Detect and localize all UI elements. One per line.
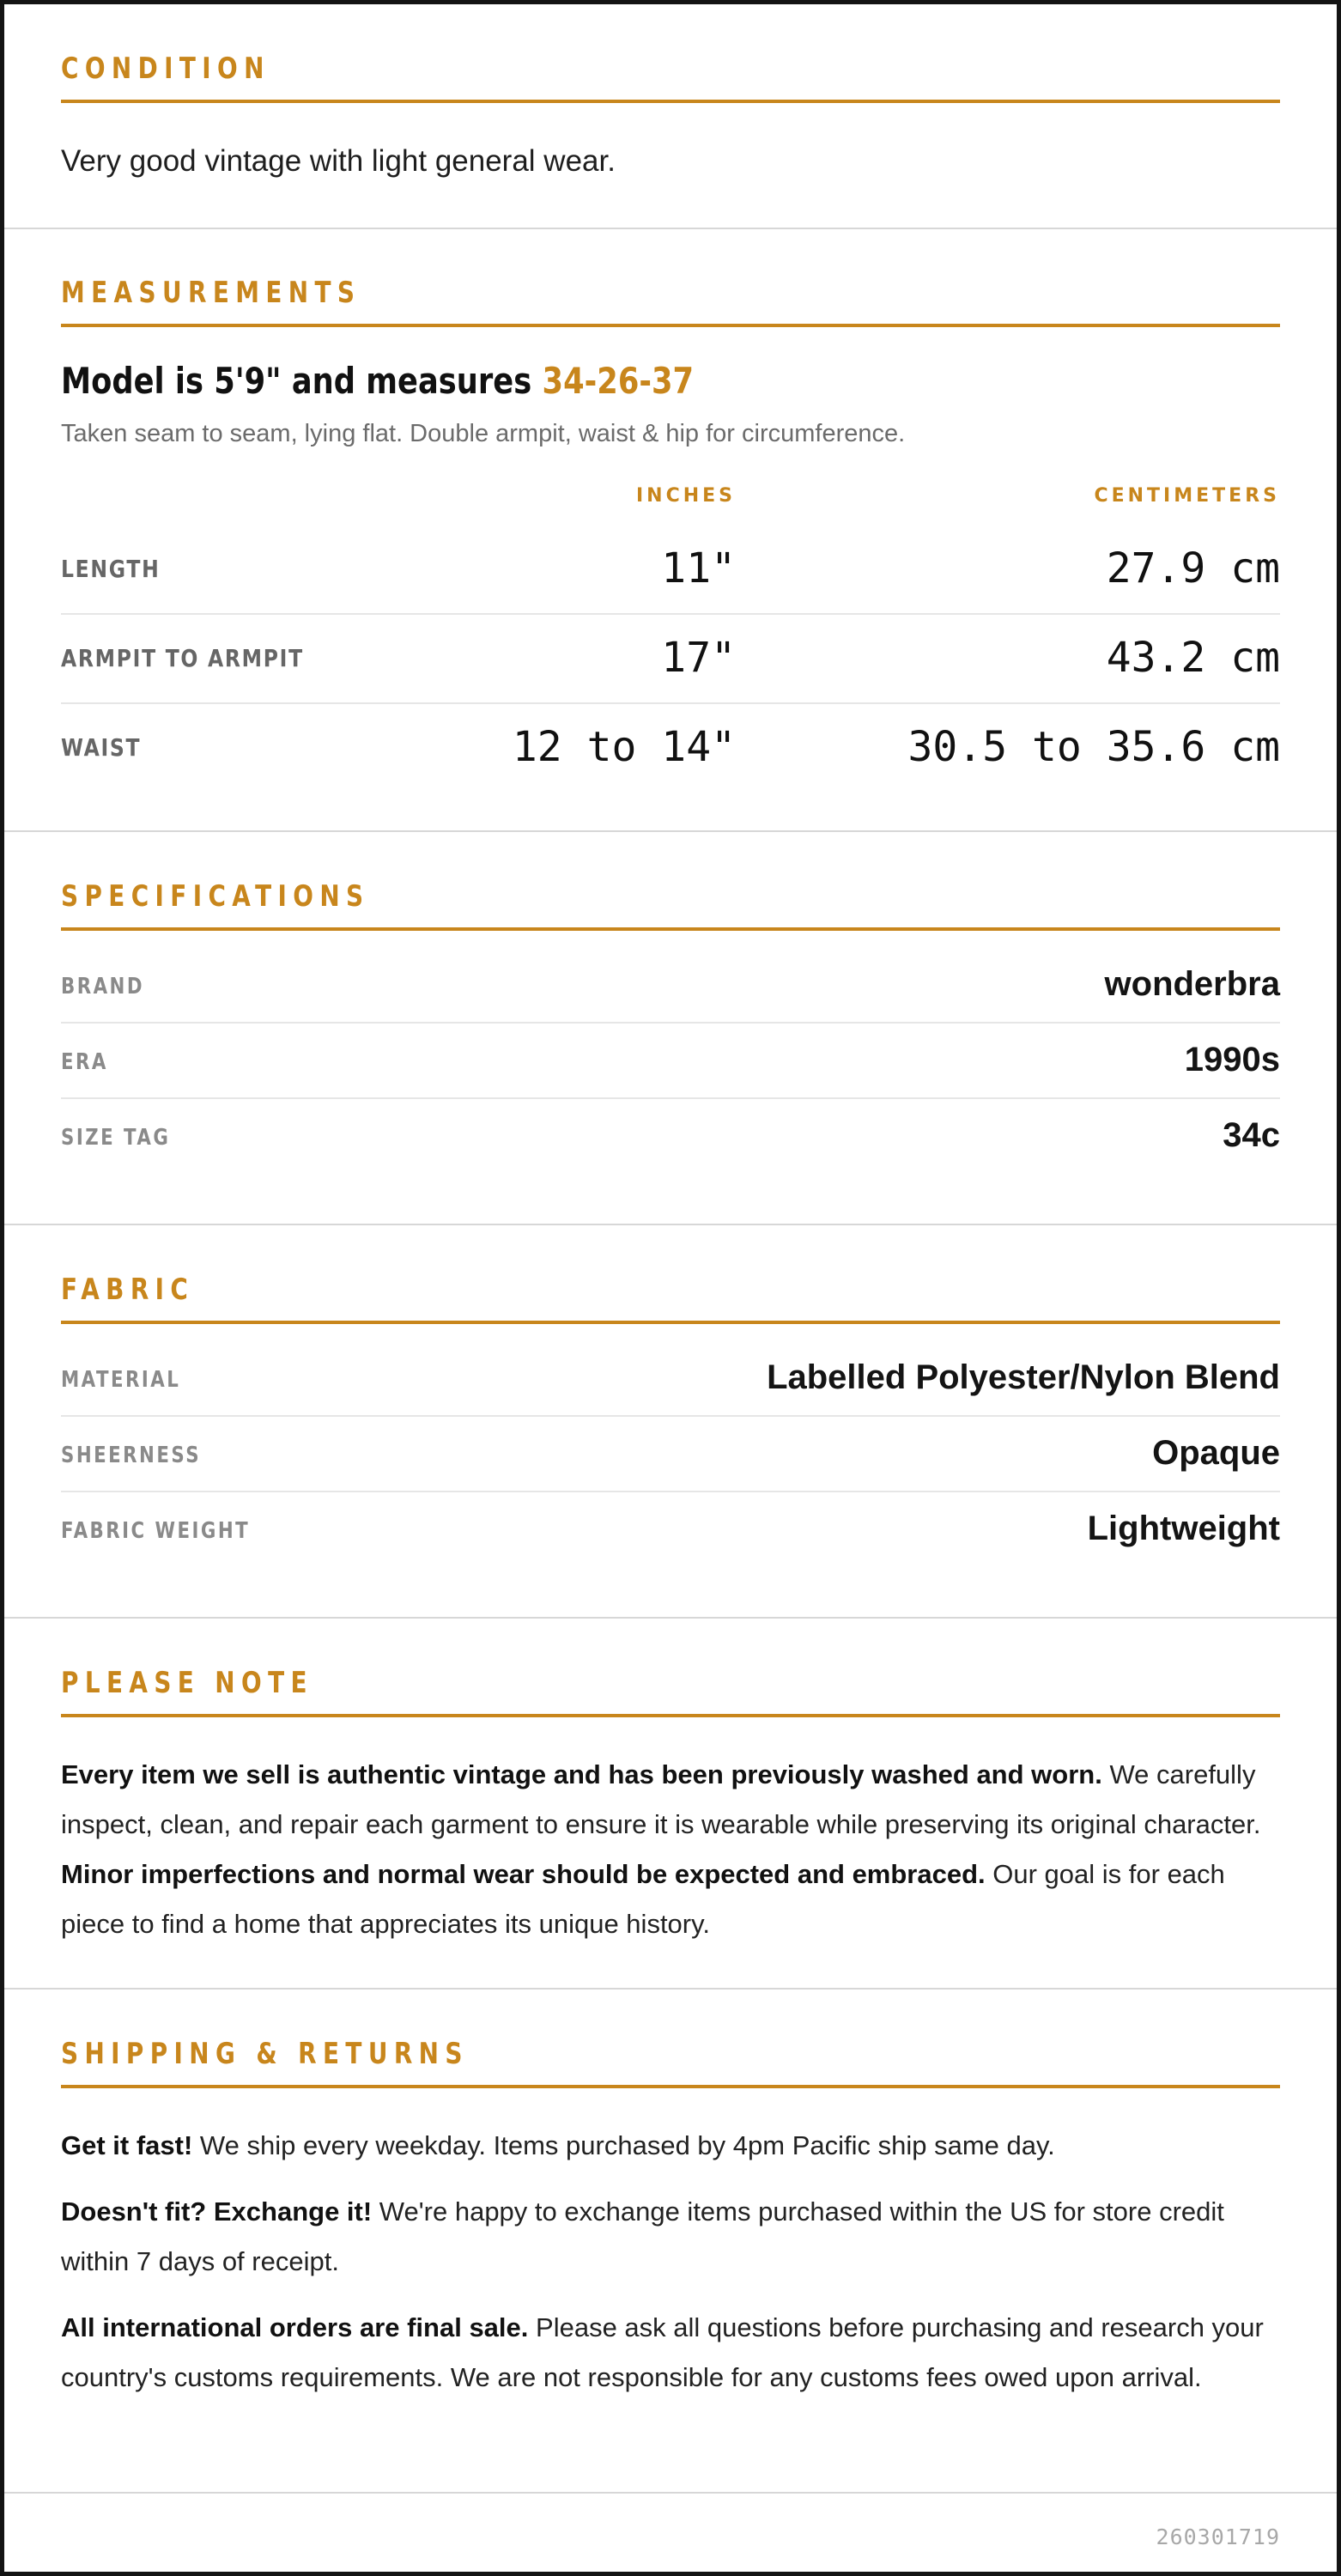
shipping-bold-2: Doesn't fit? Exchange it! (61, 2196, 373, 2227)
shipping-heading (61, 2037, 1280, 2088)
spec-value: wonderbra (1104, 965, 1280, 1003)
spec-row-brand (61, 948, 1280, 1024)
measurement-label: WAIST (61, 733, 142, 762)
condition-text: Very good vintage with light general wear. (61, 144, 616, 178)
shipping-bold-1: Get it fast! (61, 2130, 193, 2160)
fabric-label: MATERIAL (61, 1367, 181, 1393)
specifications-heading (61, 879, 1280, 931)
fabric-value: Lightweight (1087, 1510, 1280, 1547)
shipping-section (4, 1990, 1337, 2494)
fabric-row-weight (61, 1492, 1280, 1568)
condition-heading (61, 52, 1280, 103)
measurements-heading (61, 276, 1280, 327)
fabric-row-material (61, 1341, 1280, 1417)
measurement-row-waist (61, 704, 1280, 793)
fabric-row-sheerness (61, 1417, 1280, 1492)
specifications-heading-text: SPECIFICATIONS (61, 879, 370, 914)
shipping-text-3: Please ask all questions before purchasing and research your country's customs requirements. We are not responsible for any customs fees owed upon arrival. (61, 2312, 1264, 2392)
please-note-paragraph (61, 1750, 1280, 1949)
measurement-inches: 12 to 14" (512, 723, 736, 771)
condition-section (4, 4, 1337, 229)
shipping-paragraph-fast (61, 2121, 1280, 2171)
measurement-row-length (61, 526, 1280, 615)
measurement-centimeters: 43.2 cm (1106, 634, 1280, 682)
column-header-centimeters: CENTIMETERS (1094, 485, 1280, 507)
fabric-label: FABRIC WEIGHT (61, 1518, 251, 1544)
measurement-note: Taken seam to seam, lying flat. Double armpit, waist & hip for circumference. (61, 420, 906, 447)
fabric-heading-text: FABRIC (61, 1273, 195, 1307)
model-measurements (61, 360, 694, 402)
note-text-1: We carefully inspect, clean, and repair each garment to ensure it is wearable while preserving its original character. (61, 1759, 1261, 1839)
please-note-section (4, 1619, 1337, 1990)
measurement-inches: 17" (661, 634, 736, 682)
note-bold-2: Minor imperfections and normal wear should be expected and embraced. (61, 1859, 986, 1889)
specifications-section (4, 832, 1337, 1225)
note-text-2: Our goal is for each piece to find a home that appreciates its unique history. (61, 1859, 1225, 1939)
spec-row-size-tag (61, 1099, 1280, 1175)
please-note-heading-text: PLEASE NOTE (61, 1666, 313, 1700)
fabric-label: SHEERNESS (61, 1443, 202, 1468)
measurement-row-armpit (61, 615, 1280, 704)
measurement-centimeters: 30.5 to 35.6 cm (907, 723, 1280, 771)
measurements-heading-text: MEASUREMENTS (61, 276, 361, 310)
fabric-heading (61, 1273, 1280, 1324)
shipping-text-2: We're happy to exchange items purchased within the US for store credit within 7 days of receipt. (61, 2196, 1224, 2276)
spec-label: ERA (61, 1049, 108, 1075)
shipping-paragraph-exchange (61, 2187, 1280, 2287)
spec-label: SIZE TAG (61, 1125, 171, 1151)
measurement-label: LENGTH (61, 555, 161, 583)
measurement-inches: 11" (661, 544, 736, 592)
condition-heading-text: CONDITION (61, 52, 270, 86)
fabric-value: Opaque (1152, 1434, 1280, 1472)
column-header-inches: INCHES (635, 485, 736, 507)
model-prefix: Model is 5'9" and measures (61, 360, 543, 402)
spec-row-era (61, 1024, 1280, 1099)
shipping-text-1: We ship every weekday. Items purchased by 4pm Pacific ship same day. (192, 2130, 1055, 2160)
spec-value: 1990s (1184, 1041, 1280, 1078)
measurements-section (4, 229, 1337, 832)
fabric-value: Labelled Polyester/Nylon Blend (767, 1358, 1280, 1396)
measurement-label: ARMPIT TO ARMPIT (61, 644, 304, 672)
spec-label: BRAND (61, 974, 145, 999)
model-measure-value: 34-26-37 (542, 360, 695, 402)
shipping-bold-3: All international orders are final sale. (61, 2312, 529, 2342)
note-bold-1: Every item we sell is authentic vintage and has been previously washed and worn. (61, 1759, 1102, 1789)
product-id: 260301719 (1156, 2524, 1280, 2549)
shipping-heading-text: SHIPPING & RETURNS (61, 2037, 469, 2071)
spec-value: 34c (1223, 1116, 1280, 1154)
shipping-paragraph-international (61, 2303, 1280, 2403)
fabric-section (4, 1225, 1337, 1619)
please-note-heading (61, 1666, 1280, 1717)
measurement-centimeters: 27.9 cm (1106, 544, 1280, 592)
